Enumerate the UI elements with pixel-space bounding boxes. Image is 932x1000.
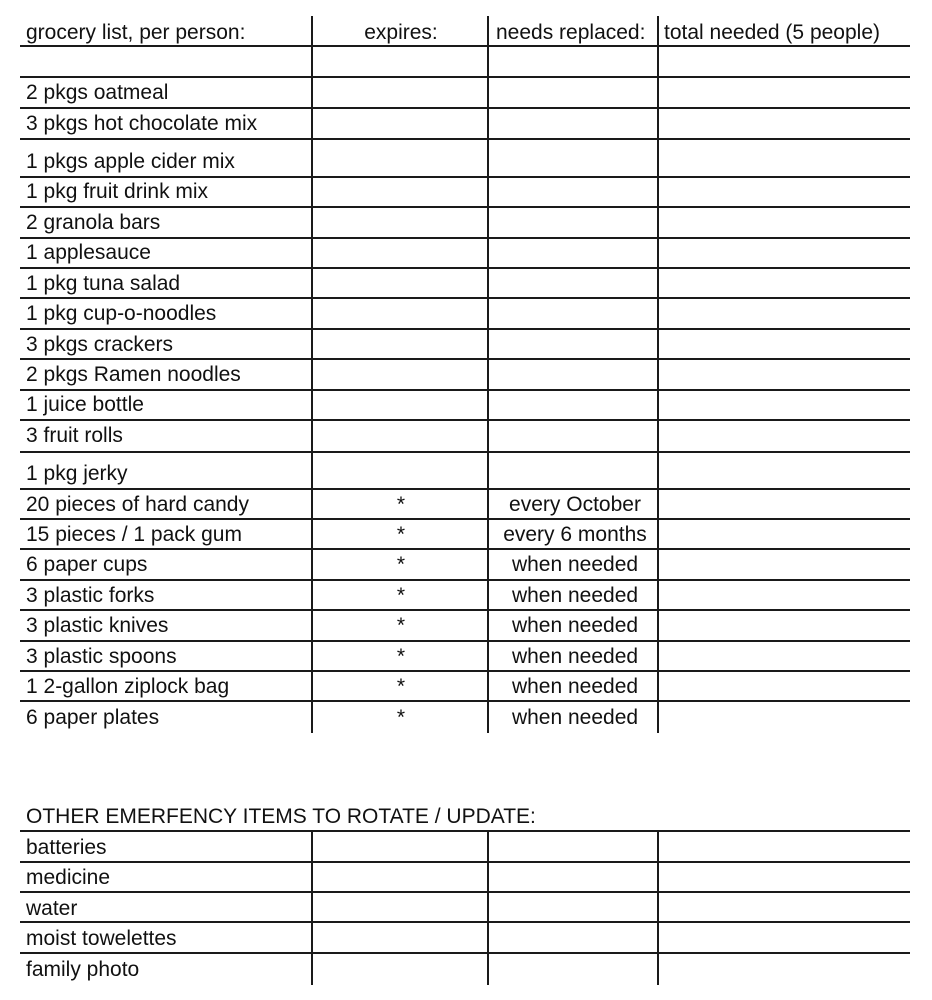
row-item-label: 1 pkg fruit drink mix: [26, 180, 209, 203]
other-section-title: OTHER EMERFENCY ITEMS TO ROTATE / UPDATE:: [26, 805, 536, 828]
other-row-divider: [20, 921, 910, 923]
main-row-divider: [20, 419, 910, 421]
row-needs-replaced-value: when needed: [511, 645, 639, 668]
row-item-label: 2 pkgs Ramen noodles: [26, 363, 241, 386]
row-item-label: 2 pkgs oatmeal: [26, 81, 169, 104]
main-row-divider: [20, 670, 910, 672]
main-row-divider: [20, 176, 910, 178]
other-row-item-label: water: [26, 897, 78, 920]
row-item-label: 1 applesauce: [26, 241, 151, 264]
other-row-item-label: batteries: [26, 836, 107, 859]
row-item-label: 1 pkgs apple cider mix: [26, 150, 235, 173]
row-item-label: 3 plastic spoons: [26, 645, 177, 668]
other-column-divider: [657, 831, 659, 985]
main-row-divider: [20, 297, 910, 299]
main-row-divider: [20, 328, 910, 330]
main-row-divider: [20, 237, 910, 239]
row-item-label: 3 pkgs crackers: [26, 333, 174, 356]
main-row-divider: [20, 451, 910, 453]
main-row-divider: [20, 640, 910, 642]
other-row-item-label: medicine: [26, 866, 111, 889]
main-column-divider: [311, 16, 313, 733]
other-row-item-label: family photo: [26, 958, 140, 981]
main-row-divider: [20, 700, 910, 702]
row-expires-value: *: [396, 675, 406, 698]
other-row-item-label: moist towelettes: [26, 927, 177, 950]
row-needs-replaced-value: every 6 months: [503, 523, 647, 546]
row-needs-replaced-value: when needed: [511, 553, 639, 576]
main-row-divider: [20, 358, 910, 360]
main-row-divider: [20, 138, 910, 140]
row-item-label: 6 paper cups: [26, 553, 148, 576]
header-item: grocery list, per person:: [26, 21, 246, 44]
row-item-label: 3 pkgs hot chocolate mix: [26, 112, 258, 135]
other-column-divider: [311, 831, 313, 985]
row-item-label: 1 pkg tuna salad: [26, 272, 181, 295]
main-row-divider: [20, 548, 910, 550]
main-row-divider: [20, 389, 910, 391]
other-row-divider: [20, 952, 910, 954]
other-row-divider: [20, 891, 910, 893]
row-item-label: 3 plastic forks: [26, 584, 155, 607]
row-expires-value: *: [396, 553, 406, 576]
main-row-divider: [20, 579, 910, 581]
row-expires-value: *: [396, 523, 406, 546]
header-total-needed: total needed (5 people): [664, 21, 880, 44]
main-row-divider: [20, 206, 910, 208]
header-needs-replaced: needs replaced:: [496, 21, 646, 44]
row-item-label: 3 fruit rolls: [26, 424, 123, 447]
main-row-divider: [20, 488, 910, 490]
other-column-divider: [487, 831, 489, 985]
row-expires-value: *: [396, 614, 406, 637]
header-expires: expires:: [364, 21, 438, 44]
header-divider: [20, 45, 910, 47]
row-item-label: 6 paper plates: [26, 706, 160, 729]
main-row-divider: [20, 76, 910, 78]
other-row-divider: [20, 861, 910, 863]
row-needs-replaced-value: when needed: [511, 706, 639, 729]
row-item-label: 1 juice bottle: [26, 393, 144, 416]
row-item-label: 1 pkg cup-o-noodles: [26, 302, 217, 325]
row-item-label: 1 2-gallon ziplock bag: [26, 675, 230, 698]
row-item-label: 20 pieces of hard candy: [26, 493, 249, 516]
main-row-divider: [20, 518, 910, 520]
row-needs-replaced-value: when needed: [511, 614, 639, 637]
row-item-label: 3 plastic knives: [26, 614, 169, 637]
other-row-divider: [20, 830, 910, 832]
row-item-label: 2 granola bars: [26, 211, 161, 234]
main-row-divider: [20, 107, 910, 109]
main-row-divider: [20, 267, 910, 269]
row-item-label: 15 pieces / 1 pack gum: [26, 523, 242, 546]
row-needs-replaced-value: when needed: [511, 584, 639, 607]
row-expires-value: *: [396, 493, 406, 516]
row-expires-value: *: [396, 645, 406, 668]
row-item-label: 1 pkg jerky: [26, 462, 128, 485]
main-row-divider: [20, 609, 910, 611]
row-expires-value: *: [396, 584, 406, 607]
row-expires-value: *: [396, 706, 406, 729]
row-needs-replaced-value: every October: [509, 493, 641, 516]
row-needs-replaced-value: when needed: [511, 675, 639, 698]
